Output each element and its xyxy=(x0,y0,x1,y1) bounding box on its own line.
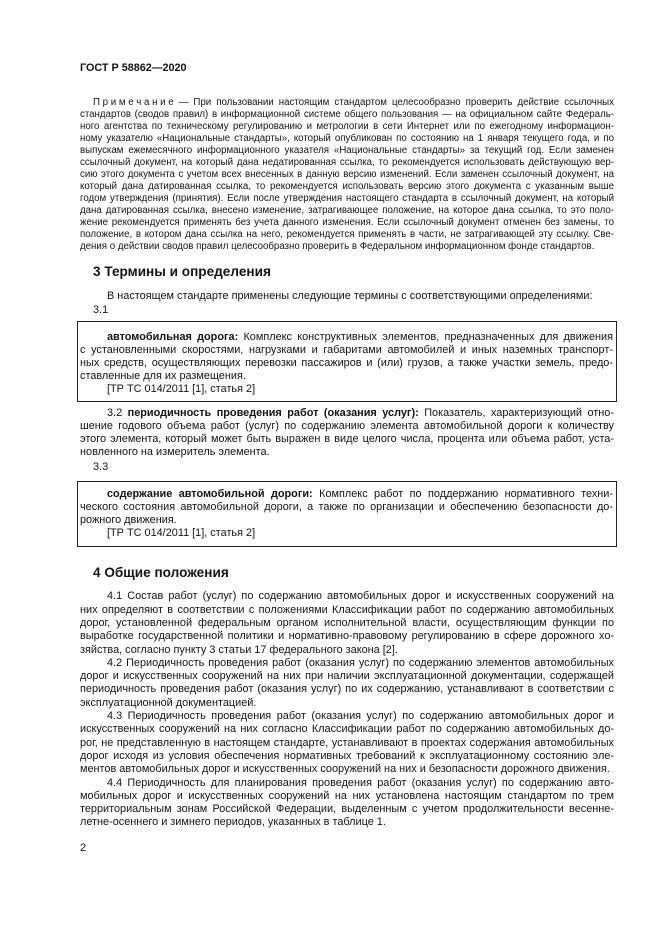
term-3-1-box xyxy=(77,321,617,402)
paragraph-4-1 xyxy=(80,590,614,656)
paragraph-4-2 xyxy=(80,657,614,710)
term-3-2-first-line xyxy=(80,407,614,420)
text-line: ментов автомобильных дорог и искусственных сооружений на них и безопасности дорожного движения. xyxy=(80,763,610,776)
note-lines xyxy=(80,109,614,253)
text-line: мобильных дорог и искусственных сооружений на них установлена настоящим стандартом по трем xyxy=(80,789,614,802)
text-line: ссылочный документ, на который дана недатированная ссылка, то рекомендуется использовать действующую вер- xyxy=(80,157,614,168)
text-line: сию этого документа с учетом всех внесенных в данную версию изменений. Если заменен ссылочный документ, на xyxy=(80,169,614,180)
term-3-1-name: автомобильная дорога: xyxy=(107,330,239,343)
text-line: ного агентства по техническому регулированию и метрологии в сети Интернет или по ежегодному информацион- xyxy=(80,121,614,132)
paragraph-4-3 xyxy=(80,710,614,776)
section-4-heading: 4 Общие положения xyxy=(93,565,229,580)
note-first-line xyxy=(80,97,614,109)
text-line: 4.2 Периодичность проведения работ (оказания услуг) по содержанию элементов автомобильных xyxy=(107,656,614,669)
text-line: выработке государственной политики и нормативно-правовому регулированию в сфере дорожного хо- xyxy=(80,630,614,643)
text-line: шение годового объема работ (услуг) по содержанию элемента автомобильной дороги к количеству xyxy=(80,419,614,432)
text-line: дорог исходя из условия обеспечения нормативных требований к эксплуатационному состоянию эле- xyxy=(80,749,614,762)
term-3-1-definition-lines xyxy=(80,344,613,383)
term-3-3-name: содержание автомобильной дороги: xyxy=(107,487,313,500)
text-line: ческого состояния автомобильной дороги, а также по организации и обеспечению безопасности до- xyxy=(80,500,613,513)
text-line: территориальным зонам Российской Федерации, выделенным с учетом продолжительности весенне- xyxy=(80,803,614,816)
text-line: этого элемента, который может быть выражен в виде целого числа, процента или объема работ, уста- xyxy=(80,432,614,445)
text-line: ставленные для их размещения. xyxy=(80,369,246,382)
term-3-3-number: 3.3 xyxy=(93,460,109,473)
text-line: летне-осеннего и зимнего периодов, указанных в таблице 1. xyxy=(80,816,386,829)
text-line: эксплуатационной документацией. xyxy=(80,696,257,709)
page-number: 2 xyxy=(80,842,87,854)
note-label: П р и м е ч а н и е xyxy=(93,97,174,108)
section-3-heading: 3 Термины и определения xyxy=(93,264,271,279)
term-3-2-definition-start: Показатель, характеризующий отно- xyxy=(424,406,614,419)
term-3-1-definition-start: Комплекс конструктивных элементов, предназначенных для движения xyxy=(243,330,614,343)
term-3-2-block xyxy=(80,407,614,459)
text-line: 4.3 Периодичность проведения работ (оказания услуг) по содержанию автомобильных дорог и xyxy=(107,710,614,723)
text-line: ных средств, осуществляющих перевозки пассажиров и (или) грузов, а также участки земель, предо- xyxy=(80,356,613,369)
term-3-1-first-line xyxy=(80,331,613,344)
text-line: дения о действии сводов правил целесообразно проверить в Федеральном информационном фонде стандартов. xyxy=(80,241,595,252)
term-3-2-definition-lines xyxy=(80,420,614,459)
text-line: искусственных сооружений на них согласно Классификации работ по содержанию автомобильных до- xyxy=(80,723,614,736)
term-3-1-number: 3.1 xyxy=(93,304,109,316)
term-3-3-definition-lines xyxy=(80,501,613,528)
term-3-1-source: [ТР ТС 014/2011 [1], статья 2] xyxy=(107,382,256,395)
text-line: выпускам ежемесячного информационного указателя «Национальные стандарты» за текущий год. Если заменен xyxy=(80,145,614,156)
term-3-3-first-line xyxy=(80,488,613,501)
text-line: ному указателю «Национальные стандарты», который опубликован по состоянию на 1 января текущего года, и по xyxy=(80,133,614,144)
text-line: периодичность проведения работ (оказания услуг) по их содержанию, устанавливают в соответствии с xyxy=(80,683,614,696)
term-3-2-name: периодичность проведения работ (оказания услуг): xyxy=(127,406,419,419)
term-3-2-number: 3.2 xyxy=(107,406,123,419)
text-line: который дана датированная ссылка, то рекомендуется использовать версию этого документа с указанным выше xyxy=(80,181,614,192)
term-3-3-definition-start: Комплекс работ по поддержанию нормативного техни- xyxy=(319,487,613,500)
text-line: зяйства, согласно пункту 3 статьи 17 федерального закона [2]. xyxy=(80,643,398,656)
section-3-intro: В настоящем стандарте применены следующие термины с соответствующими определениями: xyxy=(107,289,593,302)
note-first-line-text: — При пользовании настоящим стандартом целесообразно проверить действие ссылочных xyxy=(178,97,614,108)
text-line: 4.1 Состав работ (услуг) по содержанию автомобильных дорог и искусственных сооружений на xyxy=(107,590,614,603)
text-line: них определяют в соответствии с положениями Классификации работ по содержанию автомобильных xyxy=(80,603,614,616)
text-line: стандартов (сводов правил) в информационной системе общего пользования — на официальном сайте Федераль- xyxy=(80,109,614,120)
text-line: новленного на измеритель элемента. xyxy=(80,445,270,458)
text-line: дорог, установленной федеральным органом исполнительной власти, осуществляющим функции по xyxy=(80,616,614,629)
text-line: 4.4 Периодичность для планирования проведения работ (оказания услуг) по содержанию авто- xyxy=(107,776,614,789)
note-block xyxy=(80,97,614,253)
text-line: дана датированная ссылка, внесено изменение, затрагивающее положение, на которое дана ссылка, то это поло- xyxy=(80,205,614,216)
text-line: рог, не представленную в настоящем стандарте, устанавливают в проектах содержания автомобильных xyxy=(80,736,614,749)
text-line: с установленными скоростями, нагрузками и габаритами автомобилей и иных наземных транспорт- xyxy=(80,343,613,356)
term-3-3-source: [ТР ТС 014/2011 [1], статья 2] xyxy=(107,527,256,540)
section-4-body xyxy=(80,590,614,829)
text-line: рожного движения. xyxy=(80,514,177,527)
text-line: положение, в котором дана ссылка на него, рекомендуется применять в части, не затрагивающей эту ссылку. Све- xyxy=(80,229,614,240)
standard-code-header: ГОСТ Р 58862—2020 xyxy=(80,62,187,74)
paragraph-4-4 xyxy=(80,777,614,830)
text-line: дорог и искусственных сооружений на них при наличии эксплуатационной документации, содержащей xyxy=(80,670,614,683)
text-line: годом утверждения (принятия). Если после утверждения настоящего стандарта в ссылочный документ, на который xyxy=(80,193,614,204)
term-3-3-box xyxy=(77,481,617,547)
text-line: жение рекомендуется применять без учета данного изменения. Если ссылочный документ отменен без замены, то xyxy=(80,217,614,228)
